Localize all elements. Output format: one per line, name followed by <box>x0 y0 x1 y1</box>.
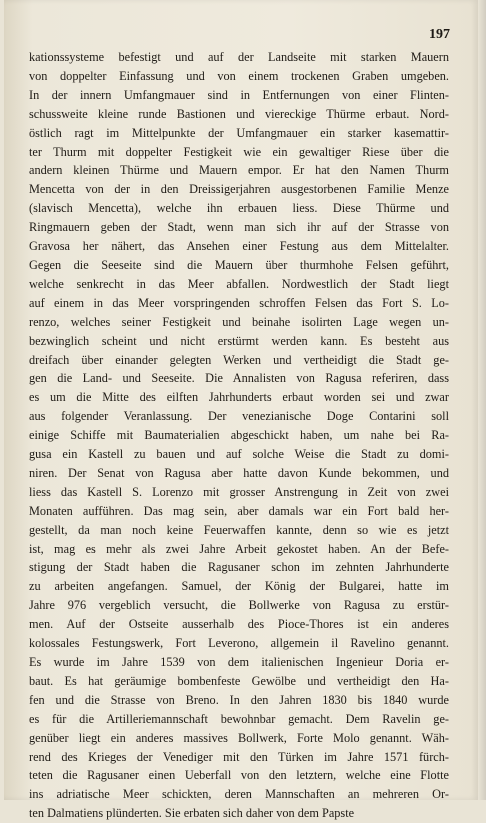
text-line: men. Auf der Ostseite ausserhalb des Pioce-Thores ist ein anderes <box>29 617 449 632</box>
text-line: ist, mag es mehr als zwei Jahre Arbeit gekostet haben. An der Befe- <box>29 541 449 556</box>
text-line: gusa ein Kastell zu bauen und auf solche Weise die Stadt zu domi- <box>29 447 449 462</box>
text-line: niren. Der Senat von Ragusa aber hatte davon Kunde bekommen, und <box>29 465 449 480</box>
text-line: schussweite kleine runde Bastionen und viereckige Thürme erbaut. Nord- <box>29 106 449 121</box>
text-line: Ringmauern geben der Stadt, wenn man sich ihr auf der Strasse von <box>29 220 449 235</box>
text-line: von doppelter Einfassung und von einem trockenen Graben umgeben. <box>29 68 449 83</box>
text-line: welche senkrecht in das Meer abfallen. Nordwestlich der Stadt liegt <box>29 276 449 291</box>
text-line: rend des Krieges der Venediger mit den Türken im Jahre 1571 fürch- <box>29 749 449 764</box>
text-line: Es wurde im Jahre 1539 von dem italienischen Ingenieur Doria er- <box>29 655 449 669</box>
text-line: kationssysteme befestigt und auf der Landseite mit starken Mauern <box>29 50 449 64</box>
text-line: gestellt, da man noch keine Feuerwaffen kannte, denn so wie es jetzt <box>29 522 449 537</box>
text-line: andern kleinen Thürme und Mauern empor. Er hat den Namen Thurm <box>29 163 449 178</box>
text-line: dreifach über einander gelegten Werken und vertheidigt die Stadt ge- <box>29 352 449 367</box>
text-line: stigung der Stadt haben die Ragusaner schon im zehnten Jahrhunderte <box>29 560 449 575</box>
text-line: renzo, welches seiner Festigkeit und beinahe isolirten Lage wegen un- <box>29 314 449 329</box>
text-line: bezwinglich scheint und nicht erstürmt werden kann. Es besteht aus <box>29 333 449 348</box>
text-line: genüber liegt ein anderes massives Bollwerk, Forte Molo genannt. Wäh- <box>29 730 449 745</box>
text-line: Gravosa her nähert, das Ansehen einer Festung aus dem Mittelalter. <box>29 239 449 254</box>
text-line: fen und die Strasse von Breno. In den Jahren 1830 bis 1840 wurde <box>29 692 449 707</box>
text-line: gen die Land- und Seeseite. Die Annalisten von Ragusa referiren, dass <box>29 371 449 386</box>
text-line: baut. Es hat geräumige bombenfeste Gewölbe und vertheidigt den Ha- <box>29 673 449 688</box>
text-line: ter Thurm mit doppelter Festigkeit wie ein gewaltiger Riese über die <box>29 144 449 159</box>
text-line: (slavisch Mencetta), welche ihn erbauen liess. Diese Thürme und <box>29 201 449 216</box>
text-line: Jahre 976 vergeblich versucht, die Bollwerke von Ragusa zu erstür- <box>29 598 449 613</box>
text-line: teten die Ragusaner einen Ueberfall von den letztern, welche eine Flotte <box>29 768 449 783</box>
text-line: es für die Artilleriemannschaft bewohnbar gemacht. Dem Ravelin ge- <box>29 711 449 726</box>
body-text <box>29 48 449 823</box>
text-line: In der innern Umfangmauer sind in Entfernungen von einer Flinten- <box>29 87 449 102</box>
text-line: zu arbeiten angefangen. Samuel, der König der Bulgarei, hatte im <box>29 579 449 594</box>
book-page <box>4 0 478 821</box>
page-number: 197 <box>429 27 450 42</box>
text-line: Mencetta von der in den Dreissigerjahren ausgestorbenen Familie Menze <box>29 182 449 197</box>
text-line: ins adriatische Meer schickten, deren Mannschaften an mehreren Or- <box>29 787 449 802</box>
page-edge-shadow <box>478 0 486 800</box>
text-line: es um die Mitte des eilften Jahrhunderts erbaut worden sei und zwar <box>29 390 449 405</box>
text-line: einige Schiffe mit Baumaterialien abgeschickt haben, um nahe bei Ra- <box>29 428 449 443</box>
text-line: aus folgender Veranlassung. Der venezianische Doge Contarini soll <box>29 409 449 424</box>
text-line: östlich ragt im Mittelpunkte der Umfangmauer ein starker kasemattir- <box>29 125 449 140</box>
text-line: auf einem in das Meer vorspringenden schroffen Felsen das Fort S. Lo- <box>29 295 449 310</box>
text-line: Monaten aufführen. Das mag sein, aber damals war ein Fort bald her- <box>29 503 449 518</box>
text-line: ten Dalmatiens plünderten. Sie erbaten sich daher von dem Papste <box>29 806 355 821</box>
text-line: kolossales Festungswerk, Fort Leverono, allgemein il Ravelino genannt. <box>29 636 449 651</box>
text-line: Gegen die Seeseite sind die Mauern über thurmhohe Felsen geführt, <box>29 257 449 272</box>
text-line: liess das Kastell S. Lorenzo mit grosser Anstrengung in Zeit von zwei <box>29 484 449 499</box>
